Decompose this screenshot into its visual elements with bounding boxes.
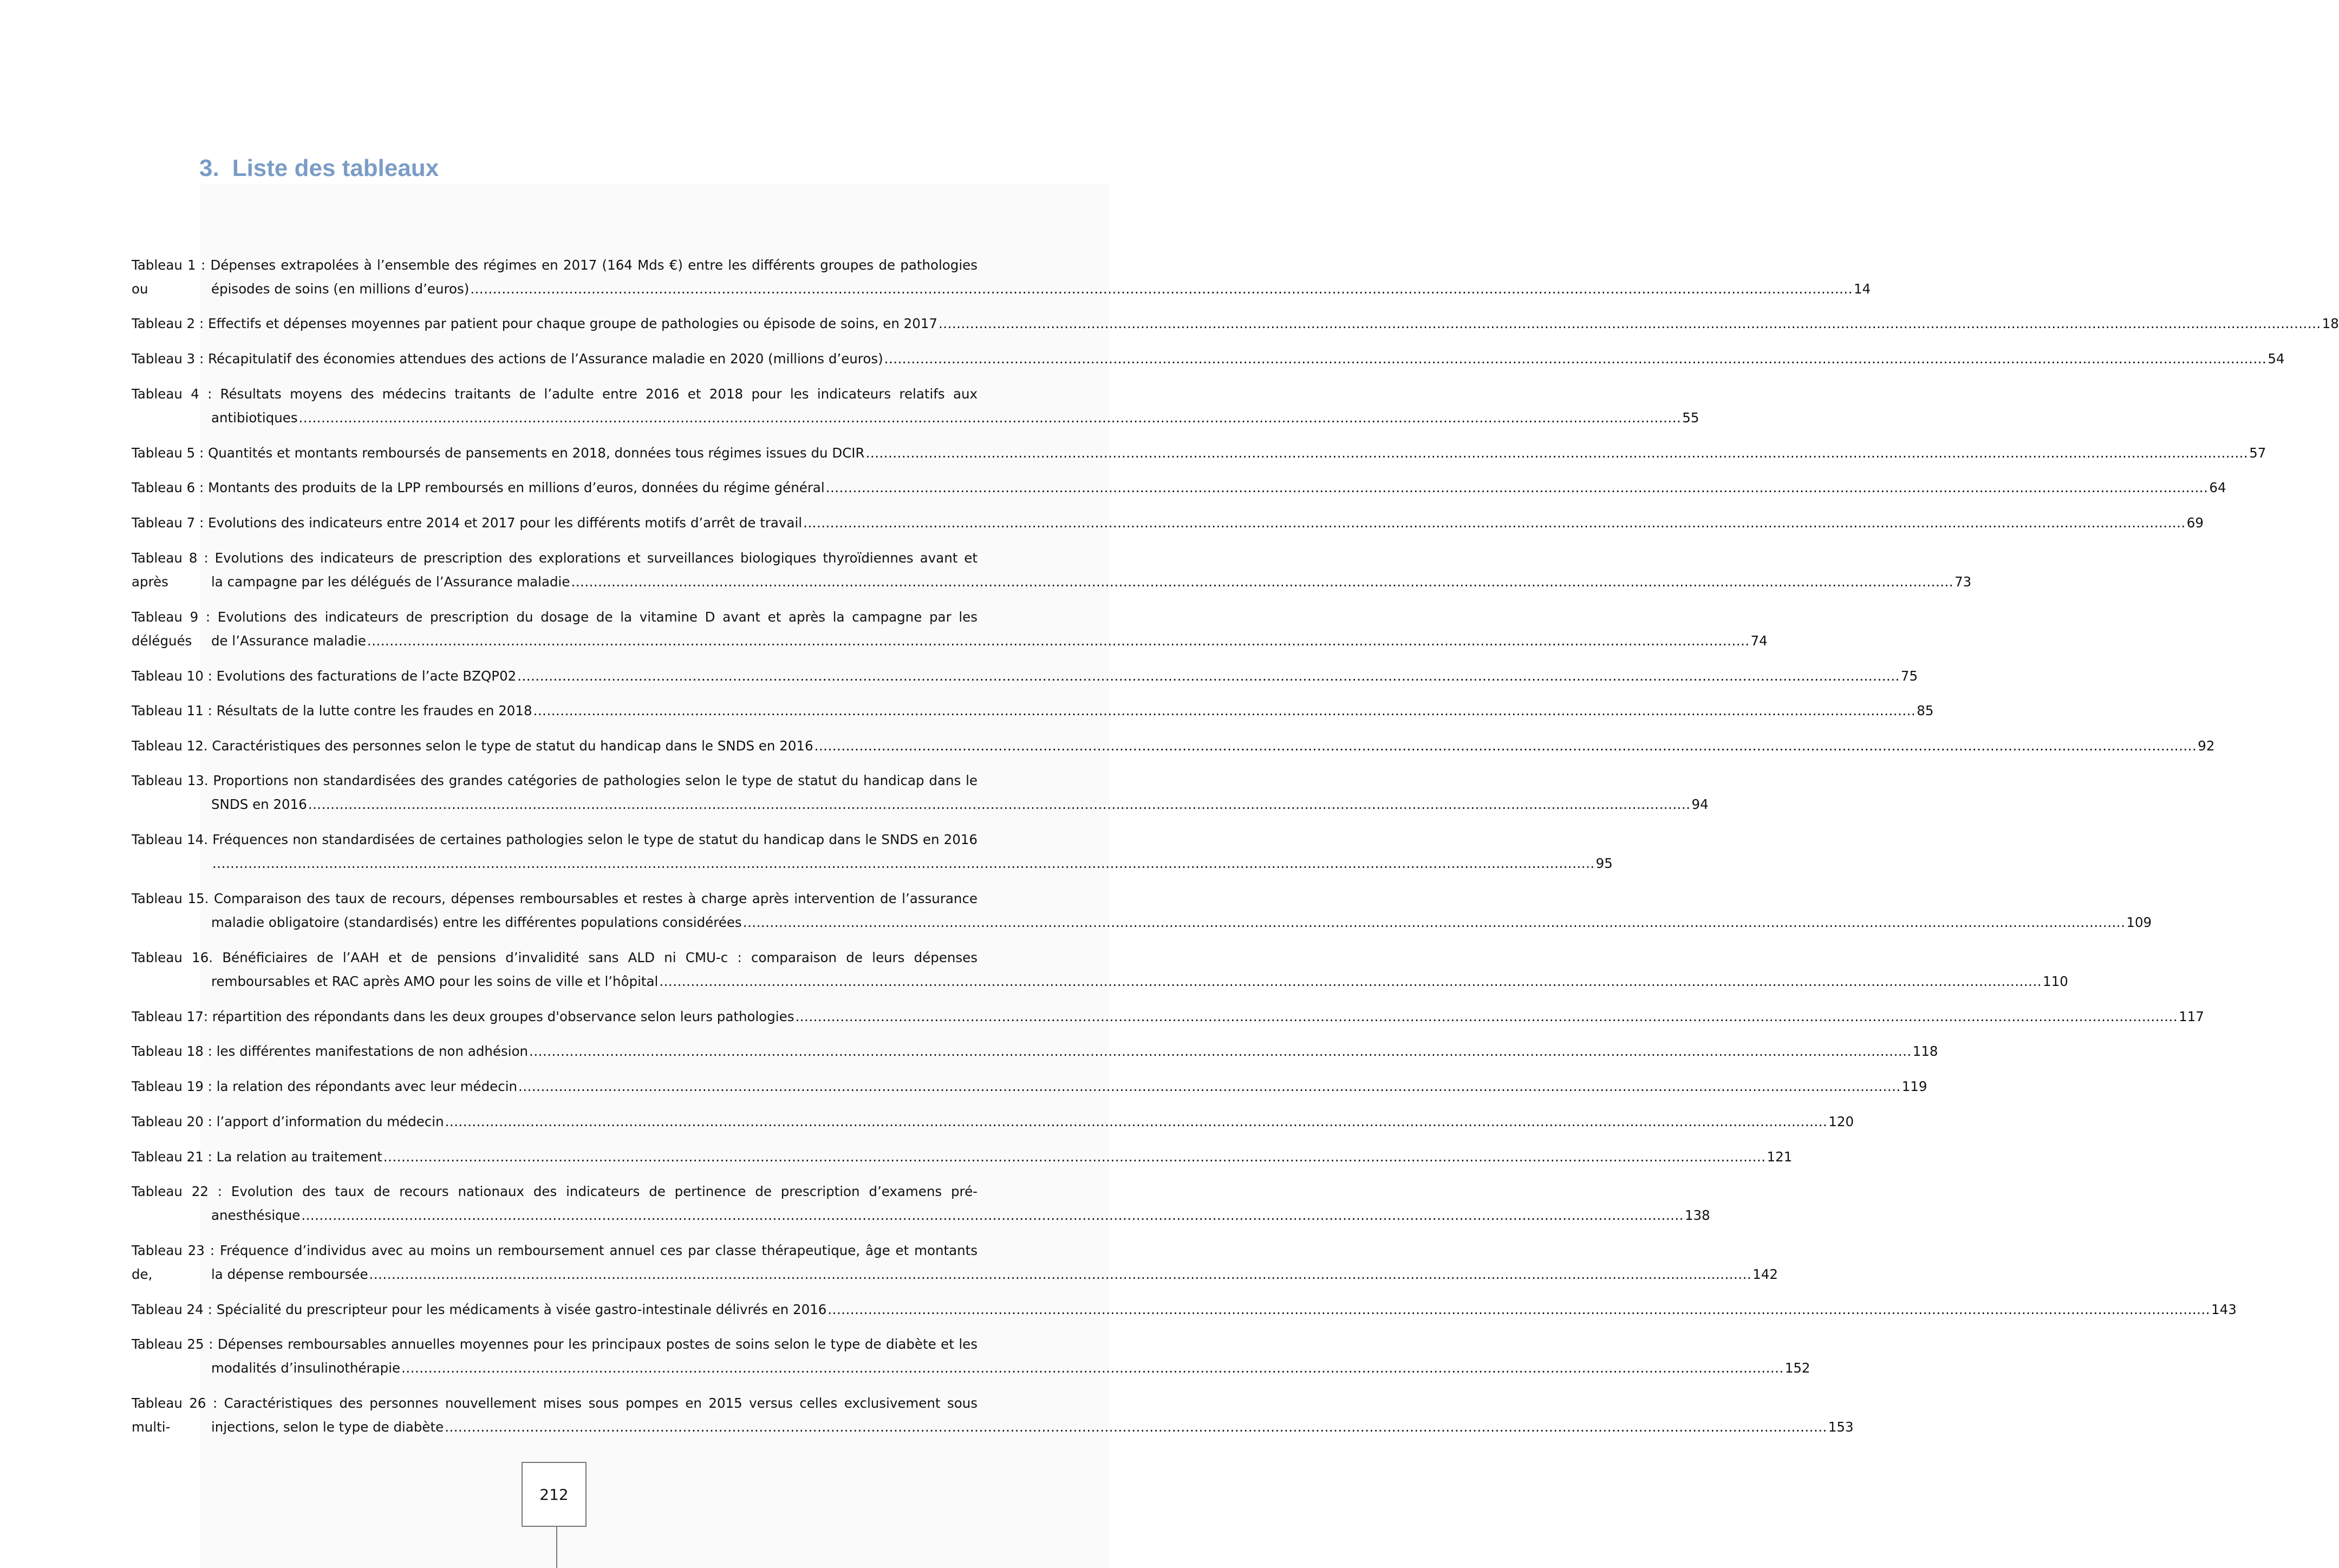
dot-leader: ....................................................................................................................................................................................................................................................................................................................: [308, 796, 1691, 812]
toc-entry-title: Tableau 8 : Evolutions des indicateurs de prescription des explorations et surveillances biologiques thyroïdiennes avant et après: [132, 550, 978, 590]
toc-entry[interactable]: [132, 253, 1871, 301]
dot-leader: ....................................................................................................................................................................................................................................................................................................................: [865, 445, 2249, 461]
toc-entry-continuation: la dépense remboursée: [211, 1266, 368, 1282]
toc-entry-line: [132, 511, 2204, 535]
toc-page-number: 94: [1691, 796, 1709, 812]
dot-leader: ....................................................................................................................................................................................................................................................................................................................: [401, 1360, 1784, 1376]
toc-entry-title: Tableau 10 : Evolutions des facturations de l’acte BZQP02: [132, 668, 517, 684]
toc-entry-title: Tableau 2 : Effectifs et dépenses moyennes par patient pour chaque groupe de pathologies ou épisode de soins, en 2017: [132, 316, 938, 331]
toc-entry-line: [211, 629, 1768, 653]
dot-leader: ....................................................................................................................................................................................................................................................................................................................: [383, 1149, 1766, 1165]
toc-entry[interactable]: [132, 1005, 2204, 1029]
toc-page-number: 55: [1682, 410, 1699, 426]
dot-leader: ....................................................................................................................................................................................................................................................................................................................: [803, 515, 2186, 531]
toc-entry-line: [132, 734, 2215, 758]
dot-leader: ....................................................................................................................................................................................................................................................................................................................: [367, 633, 1750, 649]
dot-leader: ....................................................................................................................................................................................................................................................................................................................: [301, 1207, 1684, 1223]
toc-entry-title: Tableau 17: répartition des répondants dans les deux groupes d'observance selon leurs pathologies: [132, 1009, 794, 1024]
toc-entry-line: [132, 1040, 1938, 1063]
toc-page-number: 138: [1684, 1207, 1710, 1223]
toc-page-number: 142: [1752, 1266, 1778, 1282]
toc-entry[interactable]: [132, 734, 2215, 758]
toc-entry-line: [132, 1110, 1854, 1134]
toc-entry-continuation: antibiotiques: [211, 410, 298, 426]
toc-entry-continuation: de l’Assurance maladie: [211, 633, 366, 649]
toc-entry-line: [211, 1356, 1810, 1380]
toc-entry-line: [211, 406, 1699, 430]
toc-entry[interactable]: [132, 1239, 1778, 1286]
dot-leader: ....................................................................................................................................................................................................................................................................................................................: [742, 914, 2126, 930]
toc-entry[interactable]: [132, 312, 2339, 336]
dot-leader: ....................................................................................................................................................................................................................................................................................................................: [445, 1419, 1827, 1435]
toc-entry[interactable]: [132, 664, 1918, 688]
dot-leader: ....................................................................................................................................................................................................................................................................................................................: [445, 1114, 1828, 1129]
toc-entry-line: [132, 1005, 2204, 1029]
toc-entry-line: [132, 476, 2226, 500]
toc-page-number: 92: [2198, 738, 2215, 754]
toc-page-number: 73: [1954, 574, 1972, 590]
toc-entry-line: [132, 1145, 1793, 1169]
toc-entry-line: [211, 793, 1709, 816]
toc-entry[interactable]: [132, 441, 2266, 465]
toc-entry-line: [211, 1204, 1710, 1227]
toc-entry-title: Tableau 13. Proportions non standardisées des grandes catégories de pathologies selon le type de statut du handicap dans le: [132, 773, 978, 788]
toc-entry-line: [132, 312, 2339, 336]
toc-entry-line: [211, 852, 1613, 876]
toc-entry-line: [211, 1263, 1778, 1286]
toc-page-number: 152: [1784, 1360, 1810, 1376]
dot-leader: ....................................................................................................................................................................................................................................................................................................................: [529, 1043, 1912, 1059]
toc-page-number: 143: [2211, 1302, 2237, 1317]
toc-page-number: 74: [1750, 633, 1768, 649]
toc-entry-title: Tableau 14. Fréquences non standardisées de certaines pathologies selon le type de statut du handicap dans le SNDS en 2016: [132, 832, 978, 847]
dot-leader: ....................................................................................................................................................................................................................................................................................................................: [828, 1302, 2211, 1317]
toc-entry-title: Tableau 6 : Montants des produits de la LPP remboursés en millions d’euros, données du régime général: [132, 480, 825, 495]
toc-page-number: 119: [1901, 1079, 1927, 1094]
dot-leader: ....................................................................................................................................................................................................................................................................................................................: [533, 703, 1916, 718]
toc-entry-line: [132, 664, 1918, 688]
toc-page-number: 117: [2179, 1009, 2204, 1024]
toc-entry-title: Tableau 23 : Fréquence d’individus avec au moins un remboursement annuel ces par classe thérapeutique, âge et montants de,: [132, 1243, 978, 1282]
section-heading: [199, 155, 439, 182]
toc-entry[interactable]: [132, 946, 2068, 994]
page-number-box: [522, 1462, 587, 1527]
section-number: 3.: [199, 155, 219, 181]
toc-page-number: 95: [1595, 855, 1613, 871]
toc-page-number: 18: [2322, 316, 2339, 331]
toc-entry-title: Tableau 19 : la relation des répondants avec leur médecin: [132, 1079, 518, 1094]
toc-page-number: 64: [2209, 480, 2226, 495]
toc-entry[interactable]: [132, 1040, 1938, 1063]
toc-entry-title: Tableau 4 : Résultats moyens des médecins traitants de l’adulte entre 2016 et 2018 pour les indicateurs relatifs aux: [132, 386, 978, 402]
toc-entry[interactable]: [132, 1332, 1810, 1380]
toc-page-number: 75: [1900, 668, 1918, 684]
dot-leader: ....................................................................................................................................................................................................................................................................................................................: [814, 738, 2197, 754]
dot-leader: ....................................................................................................................................................................................................................................................................................................................: [518, 1079, 1901, 1094]
toc-entry-title: Tableau 15. Comparaison des taux de recours, dépenses remboursables et restes à charge après intervention de l’assurance: [132, 891, 978, 906]
page-number-connector: [556, 1527, 557, 1568]
toc-entry-line: [132, 1298, 2237, 1322]
toc-page-number: 109: [2126, 914, 2152, 930]
toc-entry[interactable]: [132, 699, 1934, 723]
toc-page-number: 110: [2043, 974, 2068, 989]
toc-entry-line: [132, 441, 2266, 465]
toc-entry[interactable]: [132, 887, 2152, 935]
toc-entry-title: Tableau 7 : Evolutions des indicateurs entre 2014 et 2017 pour les différents motifs d’arrêt de travail: [132, 515, 803, 531]
dot-leader: ....................................................................................................................................................................................................................................................................................................................: [939, 316, 2321, 331]
toc-page-number: 54: [2268, 351, 2285, 367]
dot-leader: ....................................................................................................................................................................................................................................................................................................................: [659, 974, 2042, 989]
toc-entry-title: Tableau 5 : Quantités et montants remboursés de pansements en 2018, données tous régimes issues du DCIR: [132, 445, 865, 461]
toc-entry[interactable]: [132, 1298, 2237, 1322]
toc-entry-continuation: injections, selon le type de diabète: [211, 1419, 444, 1435]
page-number: 212: [539, 1485, 569, 1504]
toc-entry[interactable]: [132, 546, 1972, 594]
dot-leader: ....................................................................................................................................................................................................................................................................................................................: [369, 1266, 1752, 1282]
toc-entry-title: Tableau 16. Bénéficiaires de l’AAH et de pensions d’invalidité sans ALD ni CMU-c : comparaison de leurs dépenses: [132, 950, 978, 965]
toc-page-number: 118: [1912, 1043, 1938, 1059]
toc-entry-title: Tableau 22 : Evolution des taux de recours nationaux des indicateurs de pertinence de prescription d’examens pré-: [132, 1184, 978, 1199]
toc-entry-line: [211, 911, 2152, 935]
dot-leader: ....................................................................................................................................................................................................................................................................................................................: [212, 855, 1595, 871]
toc-entry[interactable]: [132, 1110, 1854, 1134]
toc-entry-title: Tableau 1 : Dépenses extrapolées à l’ensemble des régimes en 2017 (164 Mds €) entre les différents groupes de pathologies ou: [132, 257, 978, 297]
toc-entry-continuation: épisodes de soins (en millions d’euros): [211, 281, 470, 297]
toc-entry-line: [211, 1415, 1854, 1439]
toc-entry-continuation: modalités d’insulinothérapie: [211, 1360, 401, 1376]
toc-entry-line: [211, 970, 2068, 994]
dot-leader: ....................................................................................................................................................................................................................................................................................................................: [517, 668, 1900, 684]
toc-entry-title: Tableau 12. Caractéristiques des personnes selon le type de statut du handicap dans le SNDS en 2016: [132, 738, 813, 754]
toc-entry-title: Tableau 18 : les différentes manifestations de non adhésion: [132, 1043, 529, 1059]
toc-entry-title: Tableau 21 : La relation au traitement: [132, 1149, 382, 1165]
toc-entry[interactable]: [132, 347, 2285, 371]
toc-entry-line: [132, 699, 1934, 723]
toc-entry-title: Tableau 3 : Récapitulatif des économies attendues des actions de l’Assurance maladie en 2020 (millions d’euros): [132, 351, 883, 367]
toc-entry[interactable]: [132, 1391, 1854, 1439]
toc-entry[interactable]: [132, 1180, 1710, 1227]
dot-leader: ....................................................................................................................................................................................................................................................................................................................: [795, 1009, 2178, 1024]
toc-page-number: 85: [1917, 703, 1934, 718]
dot-leader: ....................................................................................................................................................................................................................................................................................................................: [884, 351, 2267, 367]
toc-entry[interactable]: [132, 511, 2204, 535]
toc-page-number: 57: [2249, 445, 2266, 461]
toc-entry-title: Tableau 11 : Résultats de la lutte contre les fraudes en 2018: [132, 703, 532, 718]
toc-entry-continuation: la campagne par les délégués de l’Assurance maladie: [211, 574, 570, 590]
toc-entry[interactable]: [132, 382, 1699, 430]
toc-entry[interactable]: [132, 828, 1613, 876]
dot-leader: ....................................................................................................................................................................................................................................................................................................................: [298, 410, 1682, 426]
toc-entry-continuation: anesthésique: [211, 1207, 301, 1223]
toc-entry-line: [132, 347, 2285, 371]
toc-entry-continuation: maladie obligatoire (standardisés) entre les différentes populations considérées: [211, 914, 742, 930]
toc-entry[interactable]: [132, 476, 2226, 500]
toc-entry-title: Tableau 26 : Caractéristiques des personnes nouvellement mises sous pompes en 2015 versus celles exclusivement sous multi-: [132, 1395, 978, 1435]
section-title: Liste des tableaux: [232, 155, 439, 181]
toc-entry-continuation: SNDS en 2016: [211, 796, 307, 812]
toc-entry[interactable]: [132, 1075, 1927, 1099]
toc-page-number: 69: [2186, 515, 2204, 531]
toc-entry-title: Tableau 24 : Spécialité du prescripteur pour les médicaments à visée gastro-intestinale délivrés en 2016: [132, 1302, 827, 1317]
toc-entry-title: Tableau 20 : l’apport d’information du médecin: [132, 1114, 444, 1129]
toc-entry[interactable]: [132, 605, 1768, 653]
toc-entry-line: [211, 277, 1871, 301]
toc-entry-line: [132, 1075, 1927, 1099]
toc-page-number: 120: [1828, 1114, 1854, 1129]
toc-entry-continuation: remboursables et RAC après AMO pour les soins de ville et l’hôpital: [211, 974, 659, 989]
dot-leader: ....................................................................................................................................................................................................................................................................................................................: [470, 281, 1853, 297]
toc-entry-line: [211, 570, 1972, 594]
toc-entry-title: Tableau 9 : Evolutions des indicateurs de prescription du dosage de la vitamine D avant et après la campagne par les délégués: [132, 609, 978, 649]
toc-page-number: 14: [1853, 281, 1871, 297]
toc-page-number: 121: [1767, 1149, 1793, 1165]
dot-leader: ....................................................................................................................................................................................................................................................................................................................: [825, 480, 2208, 495]
toc-entry[interactable]: [132, 1145, 1793, 1169]
dot-leader: ....................................................................................................................................................................................................................................................................................................................: [571, 574, 1954, 590]
toc-entry-title: Tableau 25 : Dépenses remboursables annuelles moyennes pour les principaux postes de soins selon le type de diabète et les: [132, 1336, 978, 1352]
toc-page-number: 153: [1828, 1419, 1854, 1435]
toc-entry[interactable]: [132, 769, 1709, 816]
